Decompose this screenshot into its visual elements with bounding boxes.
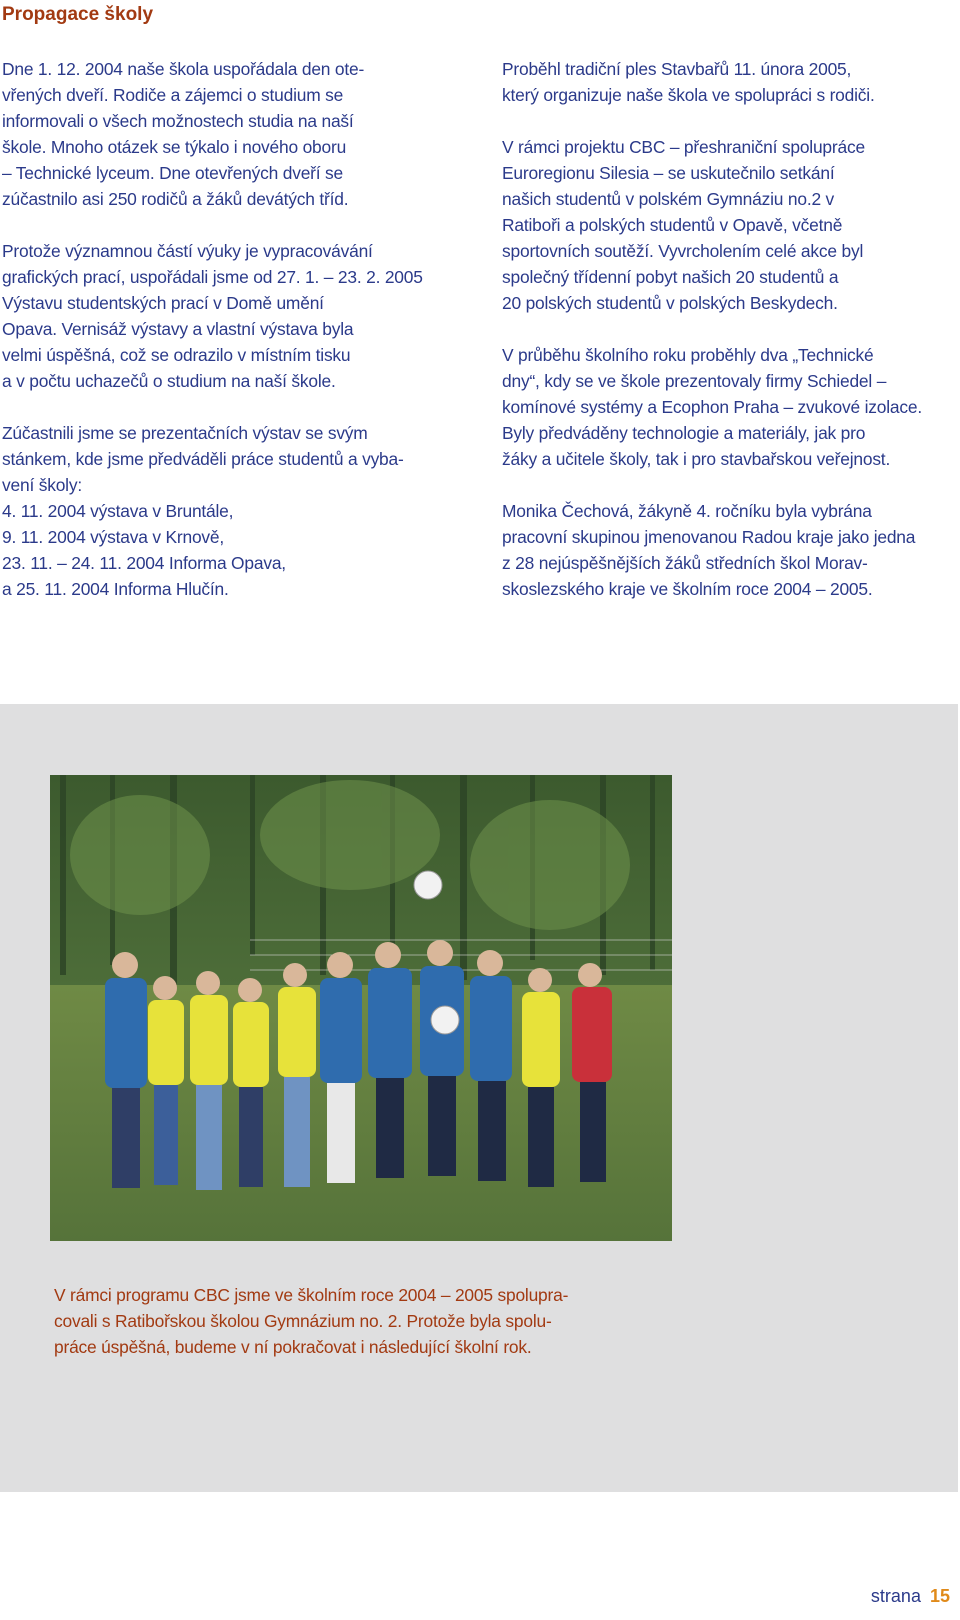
group-photo — [50, 775, 672, 1241]
paragraph-cbc-project: V rámci projektu CBC – přeshraniční spolupráce Euroregionu Silesia – se uskutečnilo setkání našich studentů v polském Gymnáziu no.2 v Ratiboři a polských studentů v Opavě, včetně sportovních soutěží. Vyvrcholením celé akce byl společný třídenní pobyt našich 20 studentů a 20 polských studentů v polských Beskydech. — [502, 137, 865, 313]
group-photo-illustration — [50, 775, 672, 1241]
section-title: Propagace školy — [2, 4, 154, 25]
photo-caption-panel — [0, 704, 958, 1492]
page-number: 15 — [929, 1586, 950, 1606]
paragraph-technical-days: V průběhu školního roku proběhly dva „Technické dny“, kdy se ve škole prezentovaly firmy Schiedel – komínové systémy a Ecophon Praha – zvukové izolace. Byly předváděny technologie a materiály, jak pro žáky a učitele školy, tak i pro stavbařskou veřejnost. — [502, 345, 922, 469]
paragraph-presentations: Zúčastnili jsme se prezentačních výstav se svým stánkem, kde jsme předváděli práce studentů a vyba- vení školy: 4. 11. 2004 výstava v Bruntále, 9. 11. 2004 výstava v Krnově, 23. 11. – 24. 11. 2004 Informa Opava, a 25. 11. 2004 Informa Hlučín. — [2, 423, 404, 599]
page-label: strana — [870, 1586, 921, 1606]
photo-caption: V rámci programu CBC jsme ve školním roce 2004 – 2005 spolupra- covali s Ratibořskou školou Gymnázium no. 2. Protože byla spolu- práce úspěšná, budeme v ní pokračovat i následující školní rok. — [54, 1285, 569, 1357]
paragraph-open-day: Dne 1. 12. 2004 naše škola uspořádala den ote- vřených dveří. Rodiče a zájemci o studium se informovali o všech možnostech studia na naší škole. Mnoho otázek se týkalo i nového oboru – Technické lyceum. Dne otevřených dveří se zúčastnilo asi 250 rodičů a žáků devátých tříd. — [2, 59, 365, 209]
paragraph-exhibition: Protože významnou částí výuky je vypracovávání grafických prací, uspořádali jsme od 27. 1. – 23. 2. 2005 Výstavu studentských prací v Domě umění Opava. Vernisáž výstavy a vlastní výstava byla velmi úspěšná, což se odrazilo v místním tisku a v počtu uchazečů o studium na naší škole. — [2, 241, 423, 391]
paragraph-student-award: Monika Čechová, žákyně 4. ročníku byla vybrána pracovní skupinou jmenovanou Radou kraje jako jedna z 28 nejúspěšnějších žáků středních škol Morav- skoslezského kraje ve školním roce 2004 – 2005. — [502, 501, 916, 599]
paragraph-ball: Proběhl tradiční ples Stavbařů 11. února 2005, který organizuje naše škola ve spolupráci s rodiči. — [502, 59, 875, 105]
right-column — [502, 56, 957, 628]
page-footer — [871, 1586, 950, 1607]
left-column — [2, 56, 457, 628]
